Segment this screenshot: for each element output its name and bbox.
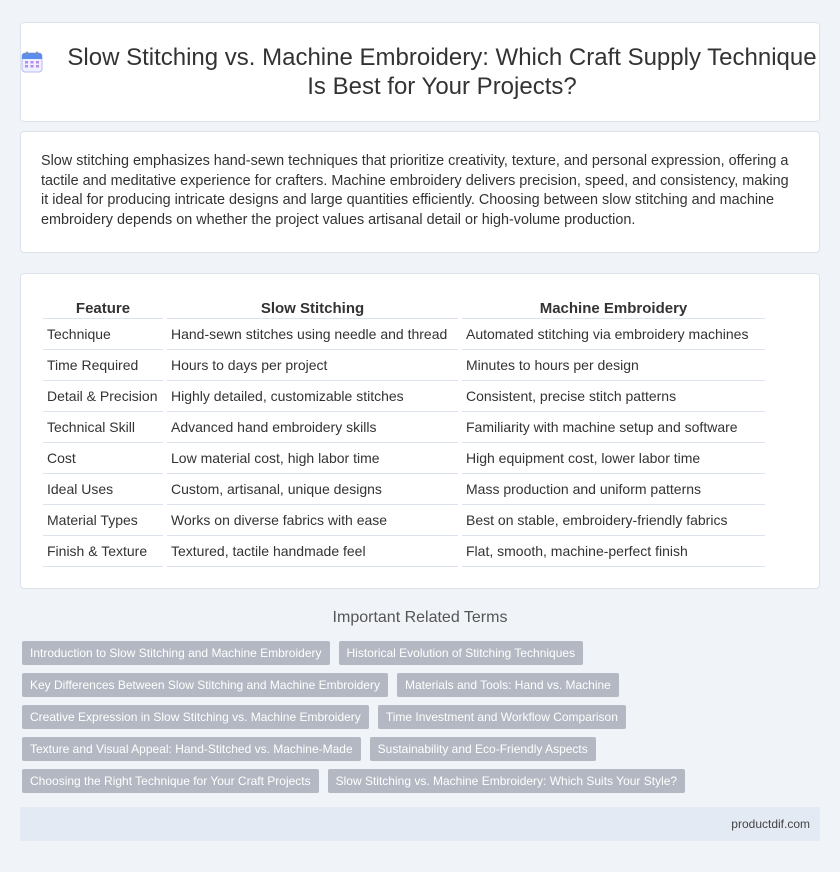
page-title: Slow Stitching vs. Machine Embroidery: Which Craft Supply Technique Is Best for Your Projects? bbox=[67, 44, 817, 100]
tag-row bbox=[22, 737, 822, 761]
comparison-table bbox=[39, 296, 769, 567]
related-term-link[interactable]: Time Investment and Workflow Comparison bbox=[378, 705, 626, 729]
header-feature: Feature bbox=[43, 296, 163, 319]
calendar-icon bbox=[21, 51, 43, 73]
table-cell: Technical Skill bbox=[43, 412, 163, 443]
table-cell: Time Required bbox=[43, 350, 163, 381]
table-cell: Best on stable, embroidery-friendly fabrics bbox=[462, 505, 765, 536]
table-cell: Finish & Texture bbox=[43, 536, 163, 567]
related-term-link[interactable]: Introduction to Slow Stitching and Machine Embroidery bbox=[22, 641, 330, 665]
table-cell: Hand-sewn stitches using needle and thread bbox=[167, 319, 458, 350]
header-slow-stitching: Slow Stitching bbox=[167, 296, 458, 319]
tag-row bbox=[22, 641, 822, 665]
table-cell: Textured, tactile handmade feel bbox=[167, 536, 458, 567]
intro-card bbox=[20, 131, 820, 253]
related-term-link[interactable]: Slow Stitching vs. Machine Embroidery: Which Suits Your Style? bbox=[328, 769, 685, 793]
table-row bbox=[43, 443, 765, 474]
table-cell: Mass production and uniform patterns bbox=[462, 474, 765, 505]
table-row bbox=[43, 319, 765, 350]
table-row bbox=[43, 536, 765, 567]
table-row bbox=[43, 474, 765, 505]
related-term-link[interactable]: Materials and Tools: Hand vs. Machine bbox=[397, 673, 619, 697]
comparison-card bbox=[20, 273, 820, 589]
table-cell: Flat, smooth, machine-perfect finish bbox=[462, 536, 765, 567]
table-cell: Familiarity with machine setup and software bbox=[462, 412, 765, 443]
intro-paragraph: Slow stitching emphasizes hand-sewn techniques that prioritize creativity, texture, and personal expression, offering a tactile and meditative experience for crafters. Machine embroidery delivers precision, speed, and consistency, making it ideal for producing intricate designs and large quantities efficiently. Choosing between slow stitching and machine embroidery depends on whether the project values artisanal detail or high-volume production. bbox=[41, 153, 789, 228]
table-cell: Technique bbox=[43, 319, 163, 350]
related-term-link[interactable]: Sustainability and Eco-Friendly Aspects bbox=[370, 737, 596, 761]
title-wrap bbox=[21, 43, 819, 101]
related-term-link[interactable]: Texture and Visual Appeal: Hand-Stitched vs. Machine-Made bbox=[22, 737, 361, 761]
table-cell: Highly detailed, customizable stitches bbox=[167, 381, 458, 412]
tag-row bbox=[22, 673, 822, 697]
table-cell: Hours to days per project bbox=[167, 350, 458, 381]
table-row bbox=[43, 505, 765, 536]
related-term-link[interactable]: Choosing the Right Technique for Your Craft Projects bbox=[22, 769, 319, 793]
table-cell: Material Types bbox=[43, 505, 163, 536]
table-row bbox=[43, 412, 765, 443]
table-cell: Automated stitching via embroidery machines bbox=[462, 319, 765, 350]
related-terms-heading: Important Related Terms bbox=[332, 609, 508, 626]
related-term-link[interactable]: Key Differences Between Slow Stitching and Machine Embroidery bbox=[22, 673, 388, 697]
tag-row bbox=[22, 769, 822, 793]
table-cell: Minutes to hours per design bbox=[462, 350, 765, 381]
related-term-link[interactable]: Creative Expression in Slow Stitching vs. Machine Embroidery bbox=[22, 705, 369, 729]
table-cell: Detail & Precision bbox=[43, 381, 163, 412]
title-card bbox=[20, 22, 820, 122]
tag-row bbox=[22, 705, 822, 729]
table-cell: Ideal Uses bbox=[43, 474, 163, 505]
table-cell: Low material cost, high labor time bbox=[167, 443, 458, 474]
related-term-link[interactable]: Historical Evolution of Stitching Techniques bbox=[339, 641, 584, 665]
table-row bbox=[43, 350, 765, 381]
related-terms-list bbox=[22, 641, 822, 801]
table-cell: Cost bbox=[43, 443, 163, 474]
footer bbox=[20, 807, 820, 841]
table-cell: Consistent, precise stitch patterns bbox=[462, 381, 765, 412]
header-machine-embroidery: Machine Embroidery bbox=[462, 296, 765, 319]
table-row bbox=[43, 381, 765, 412]
table-header-row bbox=[43, 296, 765, 319]
table-cell: Custom, artisanal, unique designs bbox=[167, 474, 458, 505]
table-cell: Works on diverse fabrics with ease bbox=[167, 505, 458, 536]
table-cell: Advanced hand embroidery skills bbox=[167, 412, 458, 443]
table-cell: High equipment cost, lower labor time bbox=[462, 443, 765, 474]
site-name[interactable]: productdif.com bbox=[731, 817, 810, 831]
